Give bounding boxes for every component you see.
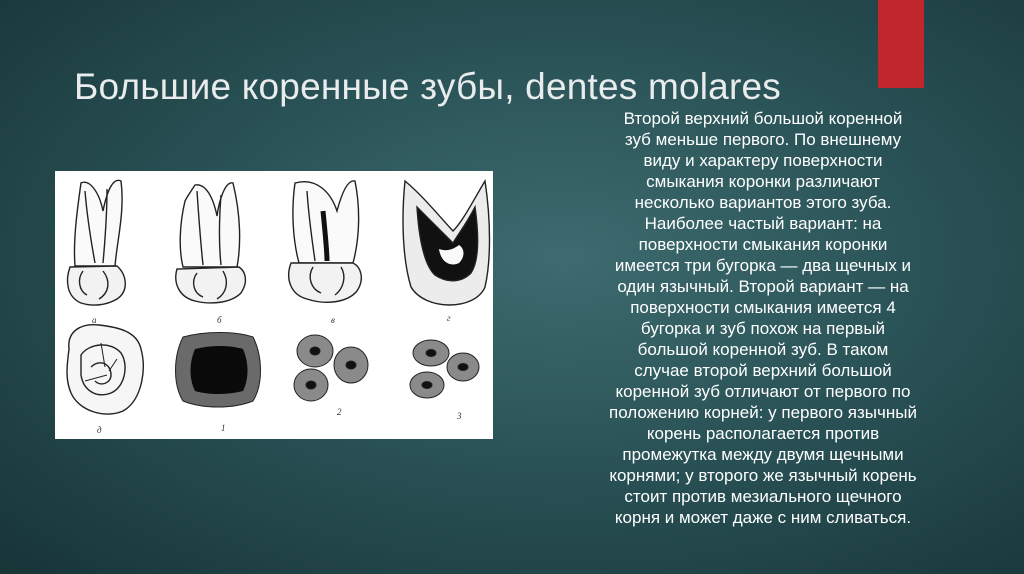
body-line: Наиболее частый вариант: на	[644, 214, 882, 233]
tooth-label-a: а	[92, 315, 97, 325]
root-cross-section-1	[176, 333, 261, 408]
body-line: промежутка между двумя щечными	[622, 445, 904, 464]
body-line: случае второй верхний большой	[634, 361, 892, 380]
body-line: смыкания коронки различают	[646, 172, 880, 191]
body-line: имеется три бугорка — два щечных и	[614, 256, 912, 275]
body-line: бугорка и зуб похож на первый	[640, 319, 886, 338]
section-label-2: 2	[337, 407, 342, 417]
body-line: виду и характеру поверхности	[643, 151, 883, 170]
tooth-label-b: б	[217, 315, 222, 325]
body-line: стоит против мезиального щечного	[624, 487, 902, 506]
tooth-illustration	[55, 171, 493, 439]
tooth-side-view-b	[176, 183, 246, 303]
tooth-label-d: г	[447, 313, 451, 323]
tooth-occlusal-view	[67, 325, 143, 414]
body-line: корня и может даже с ним сливаться.	[614, 508, 912, 527]
body-line: один язычный. Второй вариант — на	[617, 277, 909, 296]
body-line: корень располагается против	[646, 424, 880, 443]
tooth-side-view-a	[68, 180, 126, 305]
body-line: корнями; у второго же язычный корень	[609, 466, 917, 485]
slide-title: Большие коренные зубы, dentes molares	[74, 66, 781, 107]
body-line: большой коренной зуб. В таком	[637, 340, 889, 359]
root-cross-section-3	[410, 340, 479, 398]
body-line: положению корней: у первого язычный	[609, 403, 917, 422]
body-text	[568, 108, 958, 528]
body-line: поверхности смыкания имеется 4	[630, 298, 896, 317]
body-line: поверхности смыкания коронки	[638, 235, 888, 254]
tooth-label-c: в	[331, 315, 335, 325]
root-cross-section-2	[294, 335, 368, 401]
body-line: зуб меньше первого. По внешнему	[624, 130, 902, 149]
body-line: несколько вариантов этого зуба.	[634, 193, 892, 212]
tooth-section-view-d	[403, 181, 490, 305]
body-line: Второй верхний большой коренной	[623, 109, 903, 128]
body-line: коренной зуб отличают от первого по	[615, 382, 911, 401]
tooth-label-e: д	[97, 425, 102, 435]
section-label-3: 3	[457, 411, 462, 421]
section-label-1: 1	[221, 423, 226, 433]
accent-bar	[878, 0, 924, 88]
tooth-side-view-c	[289, 181, 362, 302]
